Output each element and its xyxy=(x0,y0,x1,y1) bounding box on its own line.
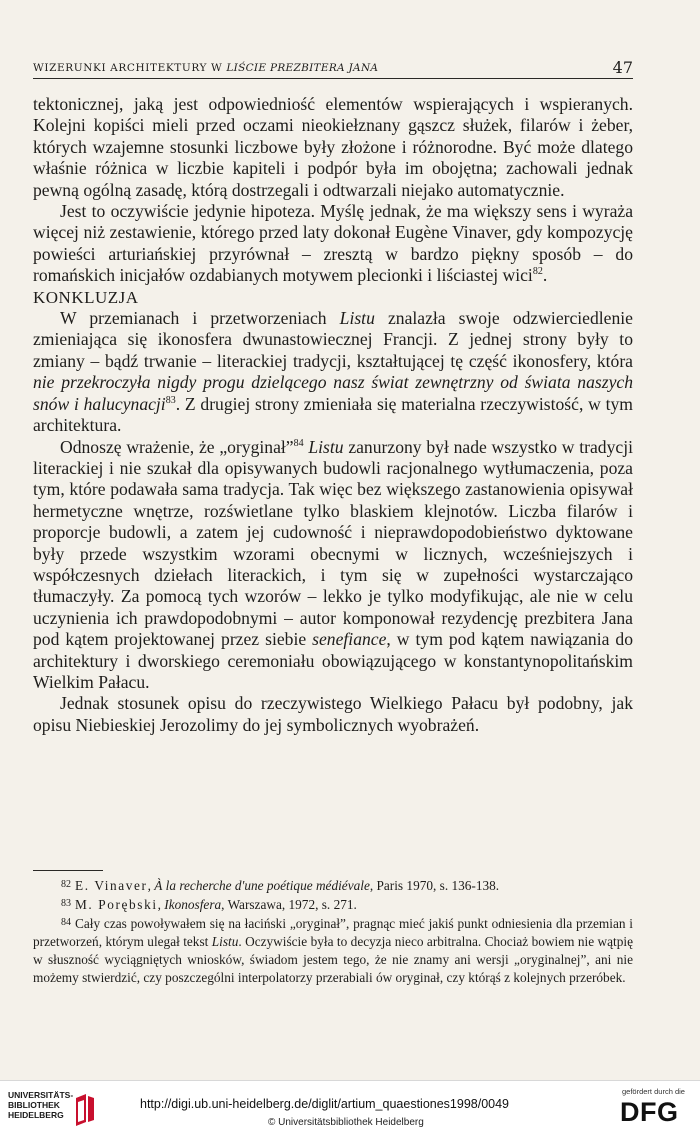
running-title-plain: WIZERUNKI ARCHITEKTURY W xyxy=(33,62,227,74)
section-heading: KONKLUZJA xyxy=(33,287,139,307)
footnote-ref-82: 82 xyxy=(532,266,543,278)
library-name-line-3: HEIDELBERG xyxy=(8,1110,64,1120)
digitization-url-link[interactable]: http://digi.ub.uni-heidelberg.de/diglit/artium_quaestiones1998/0049 xyxy=(140,1097,510,1111)
paragraph-3-text-a: W przemianach i przetworzeniach xyxy=(60,308,340,329)
dfg-logo[interactable] xyxy=(620,1087,692,1131)
paragraph-3-text-c: . Z drugiej strony zmieniała się materialna rzeczywistość, w tym architektura. xyxy=(33,393,633,436)
library-logo[interactable] xyxy=(8,1090,98,1130)
paragraph-4-text-c: , w tym pod kątem nawiązania do architektury i dworskiego ceremoniału obowiązującego w konstantynopolitańskim Wielkim Pałacu. xyxy=(33,629,633,692)
paragraph-3-text-b: znalazła swoje odzwierciedlenie zmieniająca się ikonosfera dwunastowiecznej Francji. Z jednej strony były to zmiany – bądź trwanie – literackiej tradycji, kształtującej tę część ikonosfery, która xyxy=(33,308,633,371)
footnote-82 xyxy=(33,876,633,895)
paragraph-4-italic-2: senefiance xyxy=(312,629,387,650)
footnote-ref-83: 83 xyxy=(165,394,176,406)
page-number: 47 xyxy=(612,58,633,77)
paragraph-1: tektonicznej, jaką jest odpowiedniość elementów wspierających i wspieranych. Kolejni kopiści mieli przed oczami nieokiełznany gąszcz służek, filarów i żeber, których wzajemne stosunki liczbowe były złożone i różnorodne. Być może dlatego właśnie różnica w liczbie kapiteli i podpór była im obojętna; zachowali jednak pewną ogólną zasadę, którą dostrzegali i odtwarzali niejako automatycznie. xyxy=(33,94,633,200)
footnote-83-number: 83 xyxy=(61,898,71,909)
dfg-wordmark: DFG xyxy=(620,1097,679,1127)
footnote-82-title: À la recherche d'une poétique médiévale xyxy=(154,878,370,893)
paragraph-2 xyxy=(33,201,633,287)
running-head xyxy=(33,60,633,80)
copyright-notice: © Universitätsbibliothek Heidelberg xyxy=(268,1117,424,1128)
library-name-line-1: UNIVERSITÄTS- xyxy=(8,1090,74,1100)
footnote-83-author: M. Porębski xyxy=(75,897,158,912)
paragraph-3-italic-1: Listu xyxy=(339,308,375,329)
paragraph-2-end: . xyxy=(542,265,548,286)
header-rule xyxy=(33,78,633,79)
footnote-84-text-b: . Oczywiście była to decyzja nieco arbitralna. Chociaż bowiem nie wątpię w słuszność wyciągniętych wniosków, świadom jestem tego, że nie znamy ani wersji „oryginalnej”, ani nie możemy stwierdzić, czy poszczególni interpolatorzy przerabiali ów oryginał, czy którąś z kolejnych przeróbek. xyxy=(33,934,634,985)
footnote-82-author: E. Vinaver xyxy=(75,878,148,893)
footnote-84 xyxy=(33,914,633,987)
paragraph-4-italic-1: Listu xyxy=(303,436,344,457)
main-text xyxy=(33,94,633,736)
footnote-83-title: Ikonosfera xyxy=(164,897,222,912)
digitization-footer xyxy=(0,1080,700,1136)
footnote-84-italic: Listu xyxy=(211,934,239,949)
funder-note: gefördert durch die xyxy=(622,1087,685,1096)
footnote-84-text-a: Cały czas powoływałem się na łaciński „oryginał”, pragnąc mieć jakiś punkt odniesienia dla przemian i przetworzeń, którym ulegał tekst xyxy=(33,916,633,949)
footnote-84-number: 84 xyxy=(61,917,71,928)
footnote-ref-84: 84 xyxy=(293,437,304,449)
library-name-line-2: BIBLIOTHEK xyxy=(8,1100,60,1110)
running-title-italic: LIŚCIE PREZBITERA JANA xyxy=(226,62,379,74)
paragraph-3 xyxy=(33,308,633,436)
footnote-rule xyxy=(33,870,103,871)
running-title xyxy=(33,62,378,74)
library-emblem-icon xyxy=(72,1092,98,1128)
footnotes xyxy=(33,876,633,987)
footnote-82-rest: , Paris 1970, s. 136-138. xyxy=(369,878,500,893)
footnote-83 xyxy=(33,895,633,914)
footnote-82-number: 82 xyxy=(61,879,71,890)
paragraph-4-text-b: zanurzony był nade wszystko w tradycji literackiej i nie szukał dla opisywanych budowli racjonalnego wytłumaczenia, poza tym, które podawała sama tradycja. Tak więc bez większego zastanowienia opisywał hermetyczne wnętrze, rozświetlane tylko blaskiem klejnotów. Liczba filarów i proporcje budowli, a zatem jej cudowność i nieprawdopodobieństwo dyktowane były przede wszystkim wzorami obecnymi w licznych, wcześniejszych i współczesnych dziełach literackich, i tym się w zupełności wystarczająco tłumaczyły. Za pomocą tych wzorów – lekko je tylko modyfikując, ale nie w celu uczynienia ich prawdopodobnymi – autor komponował rezydencję prezbitera Jana pod kątem projektowanej przez siebie xyxy=(33,436,633,650)
paragraph-5: Jednak stosunek opisu do rzeczywistego Wielkiego Pałacu był podobny, jak opisu Niebieskiej Jerozolimy do jej symbolicznych wyobrażeń. xyxy=(33,693,633,735)
footnote-83-sep: , xyxy=(157,897,165,912)
library-name xyxy=(8,1090,73,1120)
paragraph-4 xyxy=(33,437,633,694)
footnote-83-rest: , Warszawa, 1972, s. 271. xyxy=(221,897,357,912)
paragraph-3-italic-2: nie przekroczyła nigdy progu dzielącego nasz świat zewnętrzny od świata naszych snów i halucynacji xyxy=(33,372,633,414)
footnote-82-sep: , xyxy=(147,878,155,893)
paragraph-4-text-a: Odnoszę wrażenie, że „oryginał” xyxy=(60,436,294,457)
paragraph-2-text: Jest to oczywiście jedynie hipoteza. Myślę jednak, że ma większy sens i wyraża więcej niż zestawienie, którego przed laty dokonał Eugène Vinaver, gdy kompozycję powieści arturiańskiej przyrównał – zresztą w bardzo piękny sposób – do romańskich inicjałów ozdabianych motywem plecionki i liściastej wici xyxy=(33,201,633,286)
